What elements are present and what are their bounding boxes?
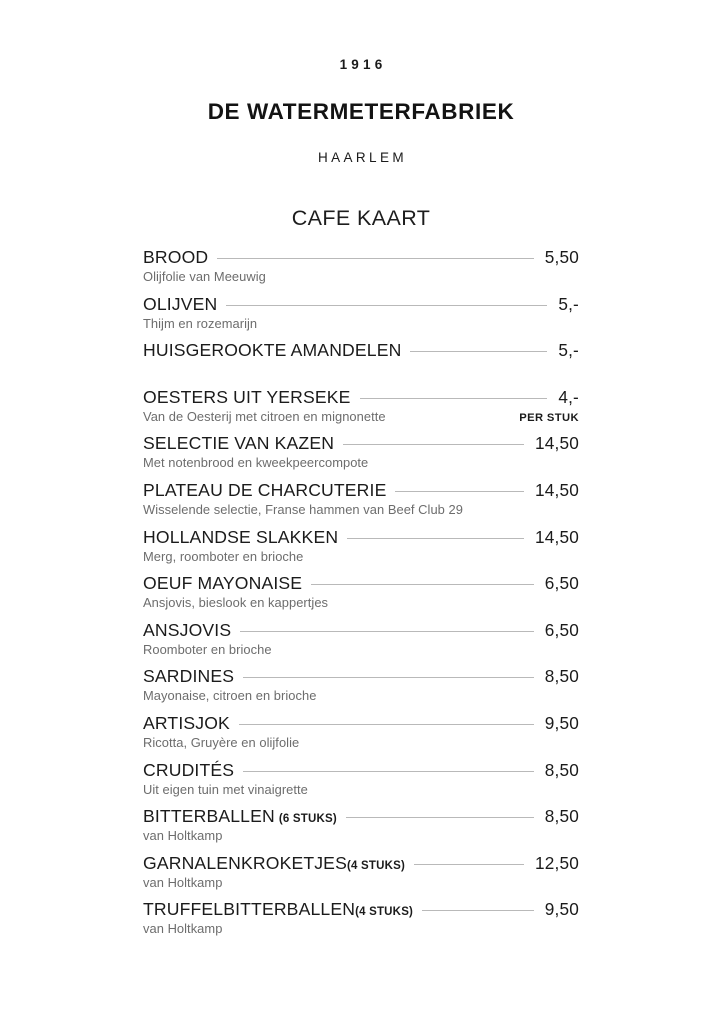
menu-item-name: SARDINES: [143, 666, 235, 687]
menu-item-name: HOLLANDSE SLAKKEN: [143, 526, 339, 547]
menu-item-subline: [143, 830, 579, 843]
menu-item-price: 5,-: [558, 293, 579, 314]
menu-item-name: ARTISJOK: [143, 712, 230, 733]
menu-item-description: van Holtkamp: [143, 874, 223, 890]
menu-item-description: Thijm en rozemarijn: [143, 315, 258, 331]
menu-item-subline: [143, 781, 579, 797]
leader-line: [360, 398, 548, 399]
menu-item-price: 12,50: [534, 852, 579, 873]
menu-item: [143, 712, 579, 762]
menu-item-price: 14,50: [534, 479, 579, 500]
menu-item: [143, 808, 579, 855]
menu-item-quantity: (4 STUKS): [346, 859, 405, 872]
leader-line: [422, 910, 534, 911]
leader-line: [395, 491, 524, 492]
menu-item-name: ANSJOVIS: [143, 619, 232, 640]
menu-item-price: 6,50: [544, 573, 579, 594]
menu-item-price: 4,-: [558, 386, 579, 407]
menu-item: [143, 479, 579, 529]
menu-item-subline: [143, 597, 579, 610]
menu-item-name: OEUF MAYONAISE: [143, 573, 303, 594]
menu-item-headline: [143, 759, 579, 780]
menu-item-description: Roomboter en brioche: [143, 641, 272, 657]
leader-line: [243, 771, 534, 772]
menu-item-name: HUISGEROOKTE AMANDELEN: [143, 340, 402, 361]
leader-line: [243, 677, 534, 678]
menu-item-name: SELECTIE VAN KAZEN: [143, 433, 335, 454]
menu-item-description: van Holtkamp: [143, 828, 223, 844]
menu-item-subline: [143, 690, 579, 703]
menu-item: [143, 249, 579, 296]
menu-item-headline: [143, 852, 579, 873]
menu-item-price: 6,50: [544, 619, 579, 640]
leader-line: [414, 864, 524, 865]
leader-line: [240, 631, 534, 632]
menu-item-name: BITTERBALLEN: [143, 806, 275, 827]
menu-item-name: OLIJVEN: [143, 293, 218, 314]
menu-item-price: 8,50: [544, 806, 579, 827]
menu-item-quantity: (4 STUKS): [355, 906, 414, 919]
menu-item-subline: [143, 874, 579, 890]
menu-item: [143, 575, 579, 622]
menu-item: [143, 435, 579, 482]
menu-item-note: PER STUK: [519, 411, 579, 424]
menu-item-headline: [143, 901, 579, 919]
menu-item-subline: [143, 315, 579, 331]
menu-item-name: CRUDITÉS: [143, 759, 235, 780]
established-year: 1916: [339, 57, 387, 72]
leader-line: [343, 444, 524, 445]
menu-item: [143, 759, 579, 809]
menu-item-name: TRUFFELBITTERBALLEN: [143, 899, 356, 920]
leader-line: [239, 724, 534, 725]
menu-item-price: 8,50: [544, 666, 579, 687]
menu-heading: CAFE KAART: [291, 205, 431, 230]
menu-item-price: 5,-: [558, 340, 579, 361]
menu-item: [143, 901, 579, 948]
menu-item-headline: [143, 619, 579, 640]
menu-item-description: van Holtkamp: [143, 921, 223, 937]
menu-item-headline: [143, 386, 579, 407]
menu-item: [143, 526, 579, 576]
menu-item-description: Wisselende selectie, Franse hammen van Beef Club 29: [143, 502, 463, 518]
menu-item-description: Uit eigen tuin met vinaigrette: [143, 781, 308, 797]
menu-item-description: Van de Oesterij met citroen en mignonette: [143, 408, 386, 424]
menu-item: [143, 668, 579, 715]
menu-item-name: PLATEAU DE CHARCUTERIE: [143, 479, 387, 500]
leader-line: [410, 351, 547, 352]
menu-item-name: BROOD: [143, 247, 209, 267]
menu-item: [143, 293, 579, 343]
menu-item-headline: [143, 526, 579, 547]
menu-item-headline: [143, 435, 579, 453]
menu-item: [143, 852, 579, 902]
menu-item-description: Merg, roomboter en brioche: [143, 548, 304, 564]
leader-line: [226, 305, 547, 306]
menu-item: [143, 342, 579, 389]
menu-item: [143, 386, 579, 436]
menu-item-subline: [143, 737, 579, 750]
menu-item-price: 9,50: [544, 712, 579, 733]
menu-item-subline: [143, 457, 579, 470]
menu-item-price: 9,50: [544, 899, 579, 920]
menu-item-headline: [143, 668, 579, 686]
menu-item-price: 14,50: [534, 433, 579, 454]
menu-item-description: Olijfolie van Meeuwig: [143, 269, 266, 285]
leader-line: [217, 258, 533, 259]
menu-item-headline: [143, 712, 579, 733]
menu-item-subline: [143, 408, 579, 424]
leader-line: [347, 538, 524, 539]
brand-name: DE WATERMETERFABRIEK: [207, 98, 515, 124]
city-name: HAARLEM: [317, 150, 408, 165]
menu-item-description: Mayonaise, citroen en brioche: [143, 688, 317, 704]
menu-item-name: OESTERS UIT YERSEKE: [143, 386, 351, 407]
menu-item-subline: [143, 271, 579, 284]
leader-line: [346, 817, 534, 818]
menu-item-headline: [143, 342, 579, 360]
menu-item-description: Ricotta, Gruyère en olijfolie: [143, 735, 300, 751]
menu-item-subline: [143, 504, 579, 517]
menu-item-name: GARNALENKROKETJES: [143, 852, 347, 873]
menu-item-headline: [143, 808, 579, 826]
menu-item-headline: [143, 249, 579, 267]
leader-line: [311, 584, 534, 585]
menu-item-headline: [143, 293, 579, 314]
menu-item-list: [143, 249, 579, 948]
menu-item-price: 5,50: [544, 247, 579, 267]
menu-item-headline: [143, 575, 579, 593]
menu-item-price: 14,50: [534, 526, 579, 547]
menu-item-description: Met notenbrood en kweekpeercompote: [143, 455, 369, 471]
menu-item-description: Ansjovis, bieslook en kappertjes: [143, 595, 329, 611]
menu-item-price: 8,50: [544, 759, 579, 780]
menu-item-subline: [143, 548, 579, 564]
menu-item-headline: [143, 479, 579, 500]
menu-header: [0, 0, 722, 229]
menu-item-subline: [143, 641, 579, 657]
menu-item: [143, 619, 579, 669]
menu-item-subline: [143, 923, 579, 936]
menu-item-quantity: (6 STUKS): [278, 813, 337, 826]
